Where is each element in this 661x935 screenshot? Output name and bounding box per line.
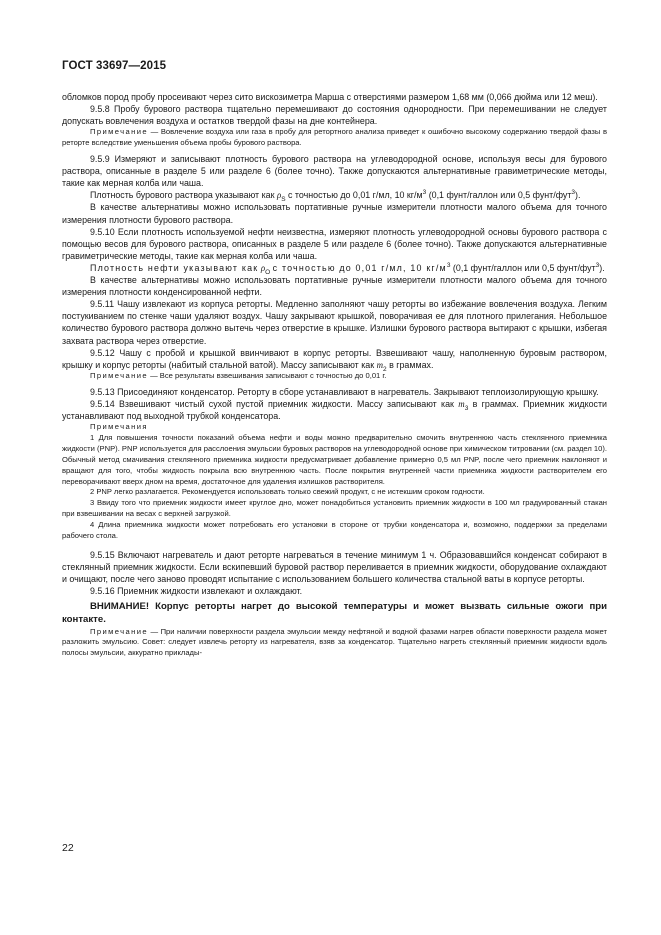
paragraph-9-5-8: 9.5.8 Пробу бурового раствора тщательно перемешивают до состояния однородности. При перемешивании не следует допускать вовлечения воздуха и остатков твердой фазы на дне контейнера. <box>62 104 607 127</box>
paragraph-alt-meters-1: В качестве альтернативы можно использовать портативные ручные измерители плотности малого объема для точного измерения плотности бурового раствора. <box>62 202 607 225</box>
paragraph-9-5-10: 9.5.10 Если плотность используемой нефти неизвестна, измеряют плотность углеводородной основы бурового раствора с помощью весов для бурового раствора, описанных в разделе 5 или разделе 6 (более точно). Также допускаются альтернативные гравиметрические методы, такие как мерная колба или чаша. <box>62 226 607 261</box>
note-air-entrainment: Примечание — Вовлечение воздуха или газа в пробу для ретортного анализа приведет к ошибочно высокому содержанию твердой фазы в реторте вследствие уменьшения объема пробы бурового раствора. <box>62 127 607 148</box>
note-label: Примечание <box>90 127 148 137</box>
paragraph-9-5-14: 9.5.14 Взвешивают чистый сухой пустой приемник жидкости. Массу записывают как $m_3$ в граммах. Приемник жидкости устанавливают под выходной трубкой конденсатора. <box>62 398 607 421</box>
page-header-title: ГОСТ 33697—2015 <box>62 60 167 72</box>
note-weighing-precision: Примечание — Все результаты взвешивания записывают с точностью до 0,01 г. <box>90 370 387 380</box>
paragraph-9-5-15: 9.5.15 Включают нагреватель и дают реторте нагреваться в течение минимум 1 ч. Образовавшийся конденсат собирают в стеклянный приемник жидкости. Если вскипевший буровой раствор переливается в приемник жидкости, оборудование охлаждают и очищают, после чего заново проводят испытание с использованием большего количества стальной ваты в корпусе реторты. <box>62 549 607 585</box>
note-label: Примечание <box>90 370 148 380</box>
paragraph-9-5-13: 9.5.13 Присоединяют конденсатор. Реторту в сборе устанавливают в нагреватель. Закрывают теплоизолирующую крышку. <box>90 386 599 397</box>
note-item-2: 2 PNP легко разлагается. Рекомендуется использовать только свежий продукт, с не истекшим сроком годности. <box>90 487 485 497</box>
paragraph-9-5-12: 9.5.12 Чашу с пробой и крышкой ввинчивают в корпус реторты. Взвешивают чашу, наполненную буровым раствором, крышку и корпус реторты (набитый стальной ватой). Массу записывают как $m_2$ в граммах. <box>62 347 607 373</box>
paragraph-sieve: обломков пород пробу просеивают через сито вискозиметра Марша с отверстиями размером 1,68 мм (0,066 дюйма или 12 меш). <box>62 92 598 102</box>
note-emulsion-interface: Примечание — При наличии поверхности раздела эмульсии между нефтяной и водной фазами нагрев области поверхности раздела может разложить эмульсию. Совет: следует извлечь реторту из нагревателя, взяв за конденсатор. Тщательно нагреть стеклянный приемник жидкости вдоль полосы эмульсии, аккуратно приклады- <box>62 626 607 658</box>
paragraph-9-5-16: 9.5.16 Приемник жидкости извлекают и охлаждают. <box>90 586 303 597</box>
warning-text: ВНИМАНИЕ! Корпус реторты нагрет до высокой температуры и может вызвать сильные ожоги при контакте. <box>62 601 607 625</box>
note-item-4: 4 Длина приемника жидкости может потребовать его установки в стороне от трубки конденсатора и, возможно, поддержки за пределами рабочего стола. <box>62 520 607 541</box>
document-body <box>62 91 607 659</box>
note-item-1: 1 Для повышения точности показаний объема нефти и воды можно предварительно смочить внутреннюю часть стеклянного приемника жидкости (PNP). PNP используется для расслоения эмульсии буровых растворов на углеводородной основе при химическом титровании (см. раздел 10). Обычный метод смачивания стеклянного приемника жидкости предусматривает добавление примерно 0,5 мл PNP, после чего приемник наклоняют и вращают для того, чтобы жидкость покрыла всю внутреннюю часть. После покрытия внутренней части приемника жидкости растворителем его переворачивают вверх дном на время, достаточное для удаления излишков растворителя. <box>62 432 607 486</box>
page-number: 22 <box>62 842 74 854</box>
paragraph-oil-density: Плотность нефти указывают как $\rho_O$ с точностью до 0,01 г/мл, 10 $кг/м^3$ (0,1 фунт/галлон или 0,5 фунт/фут$^3$). <box>90 261 605 276</box>
paragraph-9-5-11: 9.5.11 Чашу извлекают из корпуса реторты. Медленно заполняют чашу реторты во избежание вовлечения воздуха. Легким постукиванием по стенке чаши удаляют воздух. Чашу закрывают крышкой, поворачивая ее для плотного прилегания. Небольшое количество бурового раствора должно вытечь через отверстие в крышке. Излишки бурового раствора вытирают с крышки, избегая захвата раствора через отверстие. <box>62 299 607 346</box>
paragraph-9-5-9: 9.5.9 Измеряют и записывают плотность бурового раствора на углеводородной основе, используя весы для бурового раствора, описанные в разделе 5 или разделе 6 (более точно). Также допускаются альтернативные гравиметрические методы, такие как мерная колба или чаша. <box>62 154 607 189</box>
paragraph-density-record: Плотность бурового раствора указывают как $\rho_S$ с точностью до 0,01 г/мл, 10 $кг/м^3$ (0,1 фунт/галлон или 0,5 фунт/фут$^3$). <box>90 189 581 204</box>
notes-heading: Примечания <box>90 421 148 431</box>
note-item-3: 3 Ввиду того что приемник жидкости имеет круглое дно, может понадобиться установить приемник жидкости в 100 мл градуированный стакан при взвешивании на весах с верхней загрузкой. <box>62 498 607 519</box>
paragraph-alt-meters-2: В качестве альтернативы можно использовать портативные ручные измерители плотности малого объема для точного измерения плотности конденсированной нефти. <box>62 275 607 298</box>
note-label: Примечание <box>90 626 148 636</box>
